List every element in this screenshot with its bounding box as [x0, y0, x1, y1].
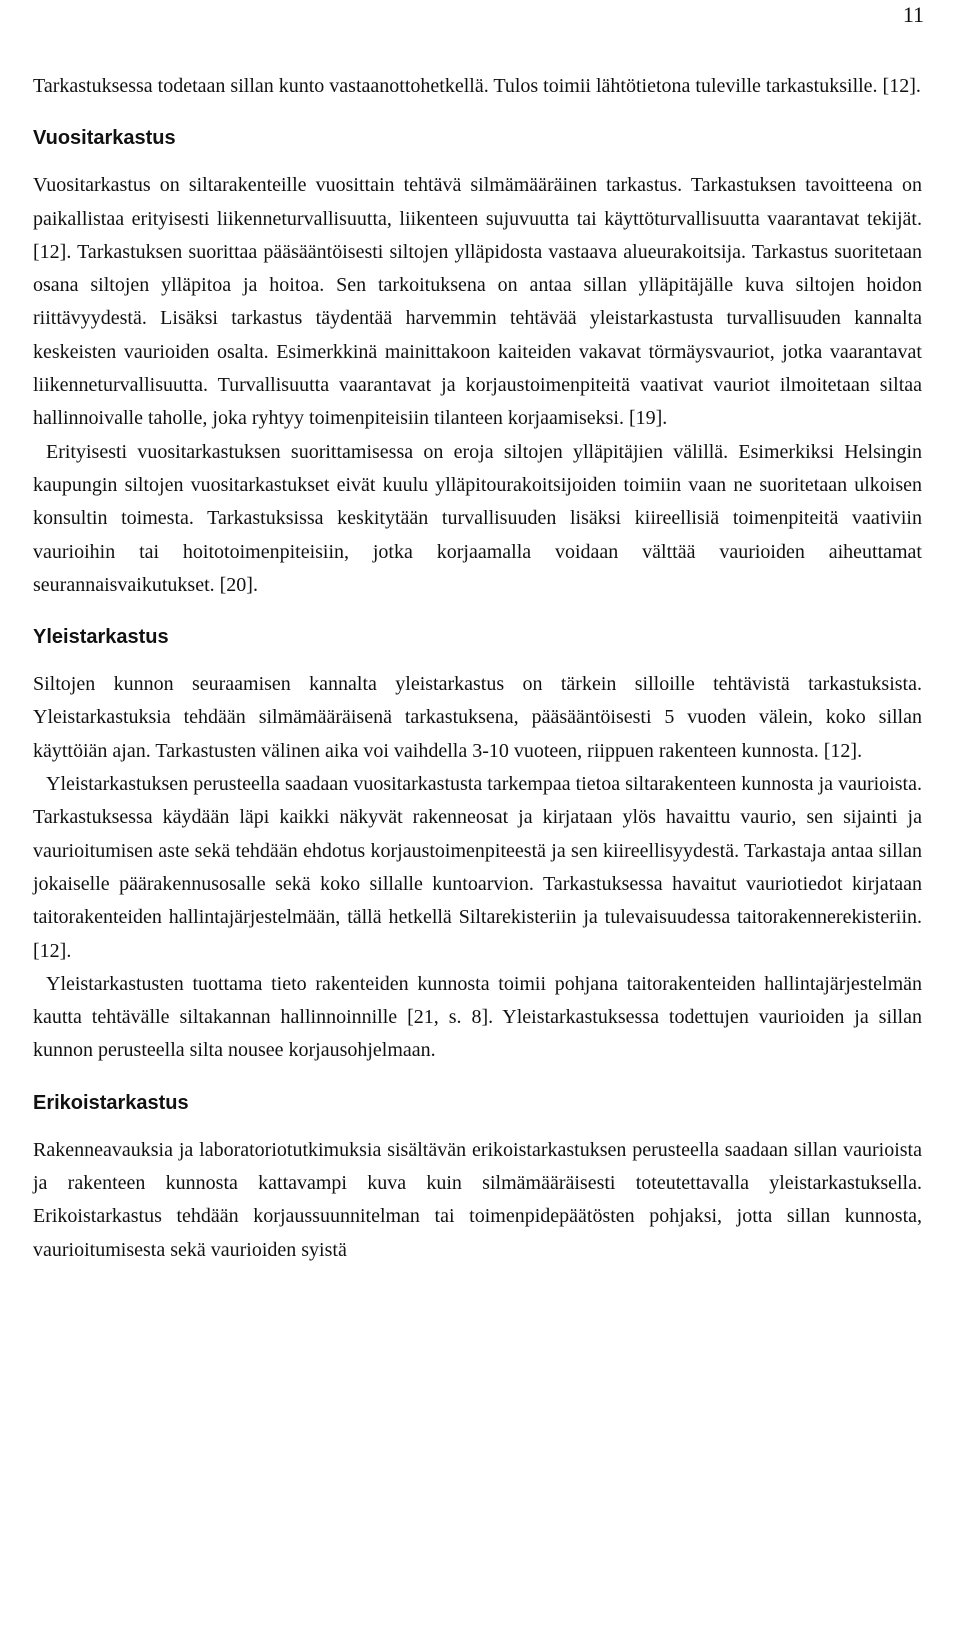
document-body [33, 70, 922, 1267]
section-heading-yleistarkastus: Yleistarkastus [33, 626, 169, 649]
paragraph: Siltojen kunnon seuraamisen kannalta yleistarkastus on tärkein silloille tehtävistä tarkastuksista. Yleistarkastuksia tehdään silmämääräisenä tarkastuksena, pääsääntöisesti 5 vuoden välein, koko sillan käyttöiän ajan. Tarkastusten välinen aika voi vaihdella 3-10 vuoteen, riippuen rakenteen kunnosta. [12]. [33, 673, 922, 762]
section-heading-erikoistarkastus: Erikoistarkastus [33, 1091, 189, 1114]
paragraph: Yleistarkastusten tuottama tieto rakenteiden kunnosta toimii pohjana taitorakenteiden hallintajärjestelmän kautta tehtävälle siltakannan hallinnoinnille [21, s. 8]. Yleistarkastuksessa todettujen vaurioiden ja sillan kunnon perusteella silta nousee korjausohjelmaan. [33, 972, 922, 1062]
paragraph: Yleistarkastuksen perusteella saadaan vuositarkastusta tarkempaa tietoa siltarakenteen kunnosta ja vaurioista. Tarkastuksessa käydään läpi kaikki näkyvät rakenneosat ja kirjataan ylös havaittu vaurio, sen sijainti ja vaurioitumisen aste sekä tehdään ehdotus korjaustoimenpiteestä ja sen kiireellisyydestä. Tarkastaja antaa sillan jokaiselle päärakennusosalle sekä koko sillalle kuntoarvion. Tarkastuksessa havaitut vauriotiedot kirjataan taitorakenteiden hallintajärjestelmään, tällä hetkellä Siltarekisteriin ja tulevaisuudessa taitorakennerekisteriin. [12]. [33, 773, 922, 962]
section-heading-vuositarkastus: Vuositarkastus [33, 127, 176, 150]
paragraph: Rakenneavauksia ja laboratoriotutkimuksia sisältävän erikoistarkastuksen perusteella saadaan sillan vaurioista ja rakenteen kunnosta kattavampi kuva kuin silmämääräisesti toteutettavalla yleistarkastuksella. Erikoistarkastus tehdään korjaussuunnitelman tai toimenpidepäätösten pohjaksi, jotta sillan kunnosta, vaurioitumisesta sekä vaurioiden syistä [33, 1138, 922, 1261]
page-number: 11 [902, 2, 924, 27]
paragraph: Vuositarkastus on siltarakenteille vuosittain tehtävä silmämääräinen tarkastus. Tarkastuksen tavoitteena on paikallistaa erityisesti liikenneturvallisuutta, liikenteen sujuvuutta tai käyttöturvallisuutta vaarantavat tekijät. [12]. Tarkastuksen suorittaa pääsääntöisesti siltojen ylläpidosta vastaava alueurakoitsija. Tarkastus suoritetaan osana siltojen ylläpitoa ja hoitoa. Sen tarkoituksena on antaa sillan ylläpitäjälle kuva siltojen hoidon riittävyydestä. Lisäksi tarkastus täydentää harvemmin tehtävää yleistarkastusta turvallisuuden kannalta keskeisten vaurioiden osalta. Esimerkkinä mainittakoon kaiteiden vakavat törmäysvauriot, jotka vaarantavat liikenneturvallisuutta. Turvallisuutta vaarantavat ja korjaustoimenpiteitä vaativat vauriot ilmoitetaan siltaa hallinnoivalle taholle, joka ryhtyy toimenpiteisiin tilanteen korjaamiseksi. [19]. [33, 174, 922, 430]
paragraph: Erityisesti vuositarkastuksen suorittamisessa on eroja siltojen ylläpitäjien välillä. Esimerkiksi Helsingin kaupungin siltojen vuositarkastukset eivät kuulu ylläpitourakoitsijoiden toimiin vaan ne suoritetaan ulkoisen konsultin toimesta. Tarkastuksissa keskitytään turvallisuuden lisäksi kiireellisiä toimenpiteitä vaativiin vaurioihin tai hoitotoimenpiteisiin, jotka korjaamalla voidaan välttää vaurioiden aiheuttamat seurannaisvaikutukset. [20]. [33, 440, 922, 596]
intro-paragraph: Tarkastuksessa todetaan sillan kunto vastaanottohetkellä. Tulos toimii lähtötietona tuleville tarkastuksille. [12]. [33, 75, 921, 97]
